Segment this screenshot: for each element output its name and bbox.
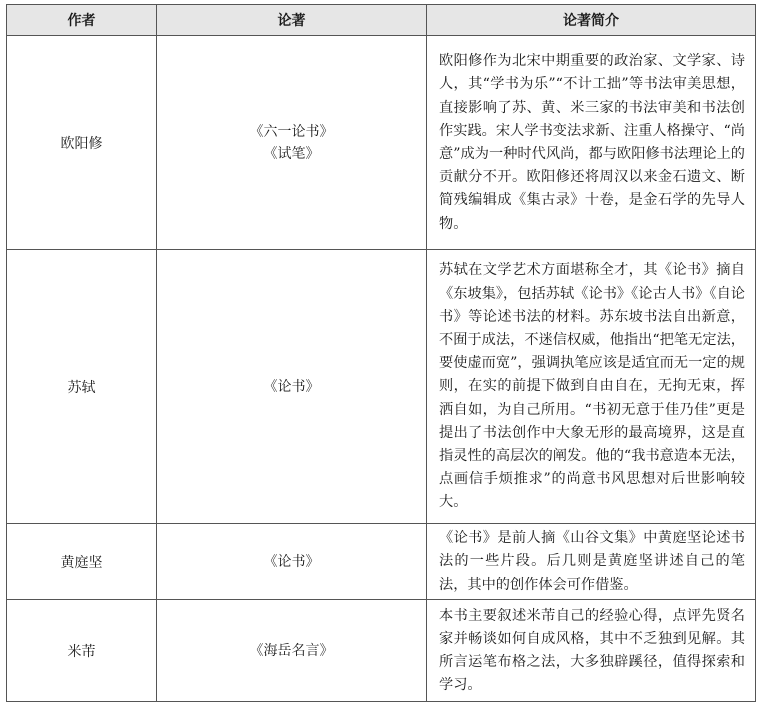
works-cell [157,600,427,702]
intro-cell: 《论书》是前人摘《山谷文集》中黄庭坚论述书法的一些片段。后几则是黄庭坚讲述自己的笔法，其中的创作体会可作借鉴。 [427,524,756,600]
works-cell [157,36,427,250]
work-title: 《海岳名言》 [249,642,334,659]
table-row-ouyang-xiu [7,36,756,250]
table-row-mi-fu [7,600,756,702]
intro-cell: 欧阳修作为北宋中期重要的政治家、文学家、诗人，其“学书为乐”“不计工拙”等书法审美思想，直接影响了苏、黄、米三家的书法审美和书法创作实践。宋人学书变法求新、注重人格操守、“尚意”成为一种时代风尚，都与欧阳修书法理论上的贡献分不开。欧阳修还将周汉以来金石遗文、断简残编辑成《集古录》十卷，是金石学的先导人物。 [427,36,756,250]
works-cell [157,250,427,524]
author-cell: 欧阳修 [7,36,157,250]
work-title: 《论书》 [263,553,320,570]
intro-cell: 苏轼在文学艺术方面堪称全才，其《论书》摘自《东坡集》，包括苏轼《论书》《论古人书》《自论书》等论述书法的材料。苏东坡书法自出新意，不囿于成法，不迷信权威，他指出“把笔无定法，要使虚而宽”，强调执笔应该是适宜而无一定的规则，在实的前提下做到自由自在，无拘无束，挥洒自如，为自己所用。“书初无意于佳乃佳”更是提出了书法创作中大象无形的最高境界，这是直指灵性的高层次的阐发。他的“我书意造本无法，点画信手烦推求”的尚意书风思想对后世影响较大。 [427,250,756,524]
author-cell: 苏轼 [7,250,157,524]
header-row [7,5,756,36]
table-body [7,36,756,702]
calligraphy-works-table [6,4,756,702]
header-intro: 论著简介 [427,5,756,36]
table-row-su-shi [7,250,756,524]
author-cell: 黄庭坚 [7,524,157,600]
table-header [7,5,756,36]
work-title: 《试笔》 [263,145,320,162]
work-title: 《论书》 [263,378,320,395]
works-cell [157,524,427,600]
header-author: 作者 [7,5,157,36]
author-cell: 米芾 [7,600,157,702]
table-row-huang-tingjian [7,524,756,600]
intro-cell: 本书主要叙述米芾自己的经验心得，点评先贤名家并畅谈如何自成风格，其中不乏独到见解。其所言运笔布格之法，大多独辟蹊径，值得探索和学习。 [427,600,756,702]
work-title: 《六一论书》 [249,123,334,140]
header-works: 论著 [157,5,427,36]
